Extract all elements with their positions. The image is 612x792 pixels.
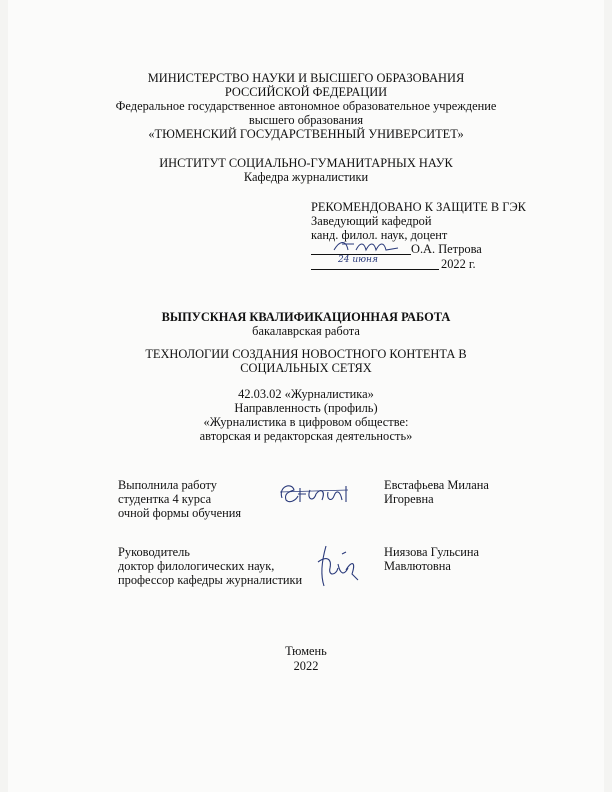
supervisor-label-1: Руководитель [118,545,190,559]
author-label-2: студентка 4 курса [118,492,212,506]
supervisor-name-1: Ниязова Гульсина [384,545,480,559]
supervisor-label-2: доктор филологических наук, [118,559,275,573]
department-name: Кафедра журналистики [243,170,369,184]
approval-degree: канд. филол. наук, доцент [311,228,448,242]
author-label-1: Выполнила работу [118,478,217,492]
work-title-line-1: ТЕХНОЛОГИИ СОЗДАНИЯ НОВОСТНОГО КОНТЕНТА В [145,347,467,361]
approval-year: 2022 г. [441,257,476,271]
supervisor-label-3: профессор кафедры журналистики [118,573,303,587]
footer-city: Тюмень [285,644,327,658]
profile-line-1: «Журналистика в цифровом обществе: [203,415,409,429]
work-subtype: бакалаврская работа [252,324,360,338]
specialty-code: 42.03.02 «Журналистика» [238,387,374,401]
work-type: ВЫПУСКНАЯ КВАЛИФИКАЦИОННАЯ РАБОТА [161,310,451,324]
author-name-2: Игоревна [384,492,434,506]
author-signature [276,478,356,508]
institution-line-1: Федеральное государственное автономное образовательное учреждение [115,99,497,113]
ministry-line-1: МИНИСТЕРСТВО НАУКИ И ВЫСШЕГО ОБРАЗОВАНИЯ [147,71,465,85]
institution-line-2: высшего образования [248,113,364,127]
footer-year: 2022 [293,659,319,673]
university-name: «ТЮМЕНСКИЙ ГОСУДАРСТВЕННЫЙ УНИВЕРСИТЕТ» [148,127,464,141]
approval-title: РЕКОМЕНДОВАНО К ЗАЩИТЕ В ГЭК [311,200,526,214]
ministry-line-2: РОССИЙСКОЙ ФЕДЕРАЦИИ [224,85,388,99]
approval-date-line [311,269,439,270]
institute-name: ИНСТИТУТ СОЦИАЛЬНО-ГУМАНИТАРНЫХ НАУК [159,156,453,170]
supervisor-name-2: Мавлютовна [384,559,451,573]
author-name-1: Евстафьева Милана [384,478,489,492]
supervisor-signature [312,540,362,590]
work-title-line-2: СОЦИАЛЬНЫХ СЕТЯХ [240,361,372,375]
author-label-3: очной формы обучения [118,506,242,520]
approval-role: Заведующий кафедрой [311,214,432,228]
approval-handwritten-date: 24 июня [338,255,378,265]
profile-line-2: авторская и редакторская деятельность» [199,429,413,443]
approval-signature [332,238,402,256]
profile-label: Направленность (профиль) [234,401,378,415]
approval-name: О.А. Петрова [411,242,482,256]
